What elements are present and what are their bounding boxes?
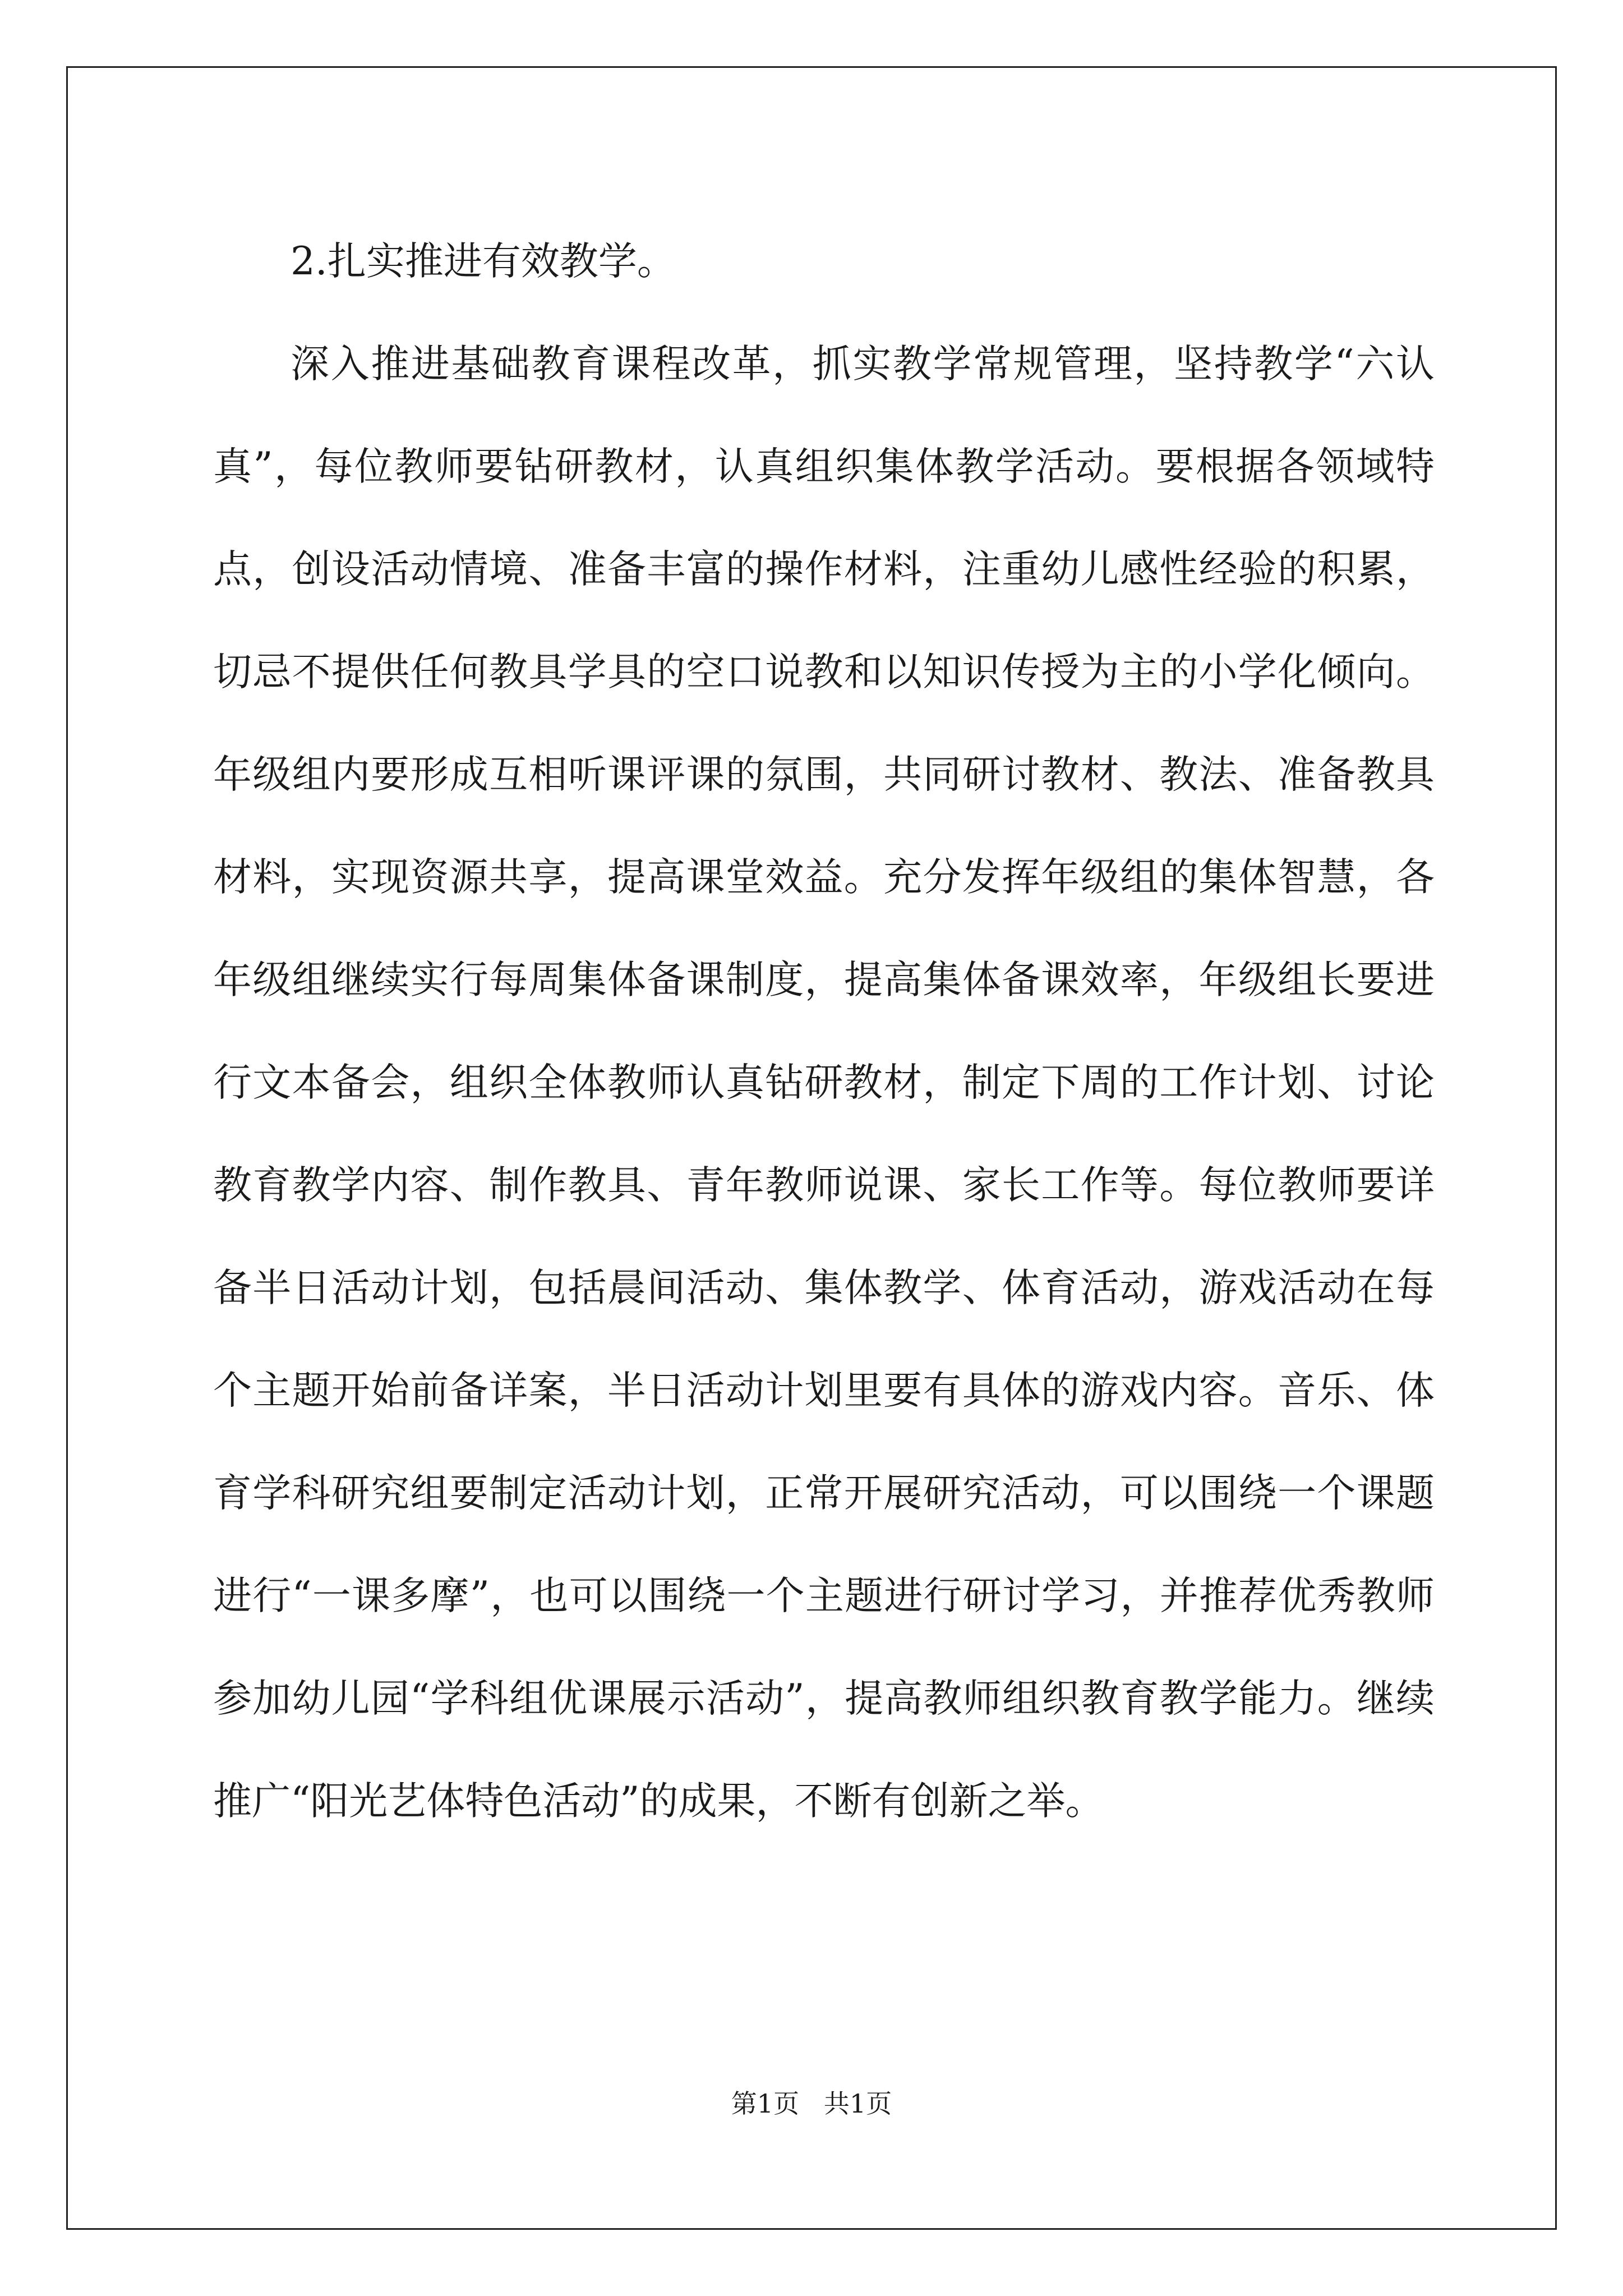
body-paragraph: 深入推进基础教育课程改革，抓实教学常规管理，坚持教学“六认真”，每位教师要钻研教材，认真组织集体教学活动。要根据各领域特点，创设活动情境、准备丰富的操作材料，注重幼儿感性经验的积累，切忌不提供任何教具学具的空口说教和以知识传授为主的小学化倾向。年级组内要形成互相听课评课的氛围，共同研讨教材、教法、准备教具材料，实现资源共享，提高课堂效益。充分发挥年级组的集体智慧，各年级组继续实行每周集体备课制度，提高集体备课效率，年级组长要进行文本备会，组织全体教师认真钻研教材，制定下周的工作计划、讨论教育教学内容、制作教具、青年教师说课、家长工作等。每位教师要详备半日活动计划，包括晨间活动、集体教学、体育活动，游戏活动在每个主题开始前备详案，半日活动计划里要有具体的游戏内容。音乐、体育学科研究组要制定活动计划，正常开展研究活动，可以围绕一个课题进行“一课多摩”，也可以围绕一个主题进行研讨学习，并推荐优秀教师参加幼儿园“学科组优课展示活动”，提高教师组织教育教学能力。继续推广“阳光艺体特色活动”的成果，不断有创新之举。	[213, 342, 1435, 1824]
section-heading: 2.扎实推进有效教学。	[291, 239, 676, 284]
page-number-footer: 第1页 共1页	[731, 2088, 892, 2119]
document-body	[213, 210, 1435, 1853]
